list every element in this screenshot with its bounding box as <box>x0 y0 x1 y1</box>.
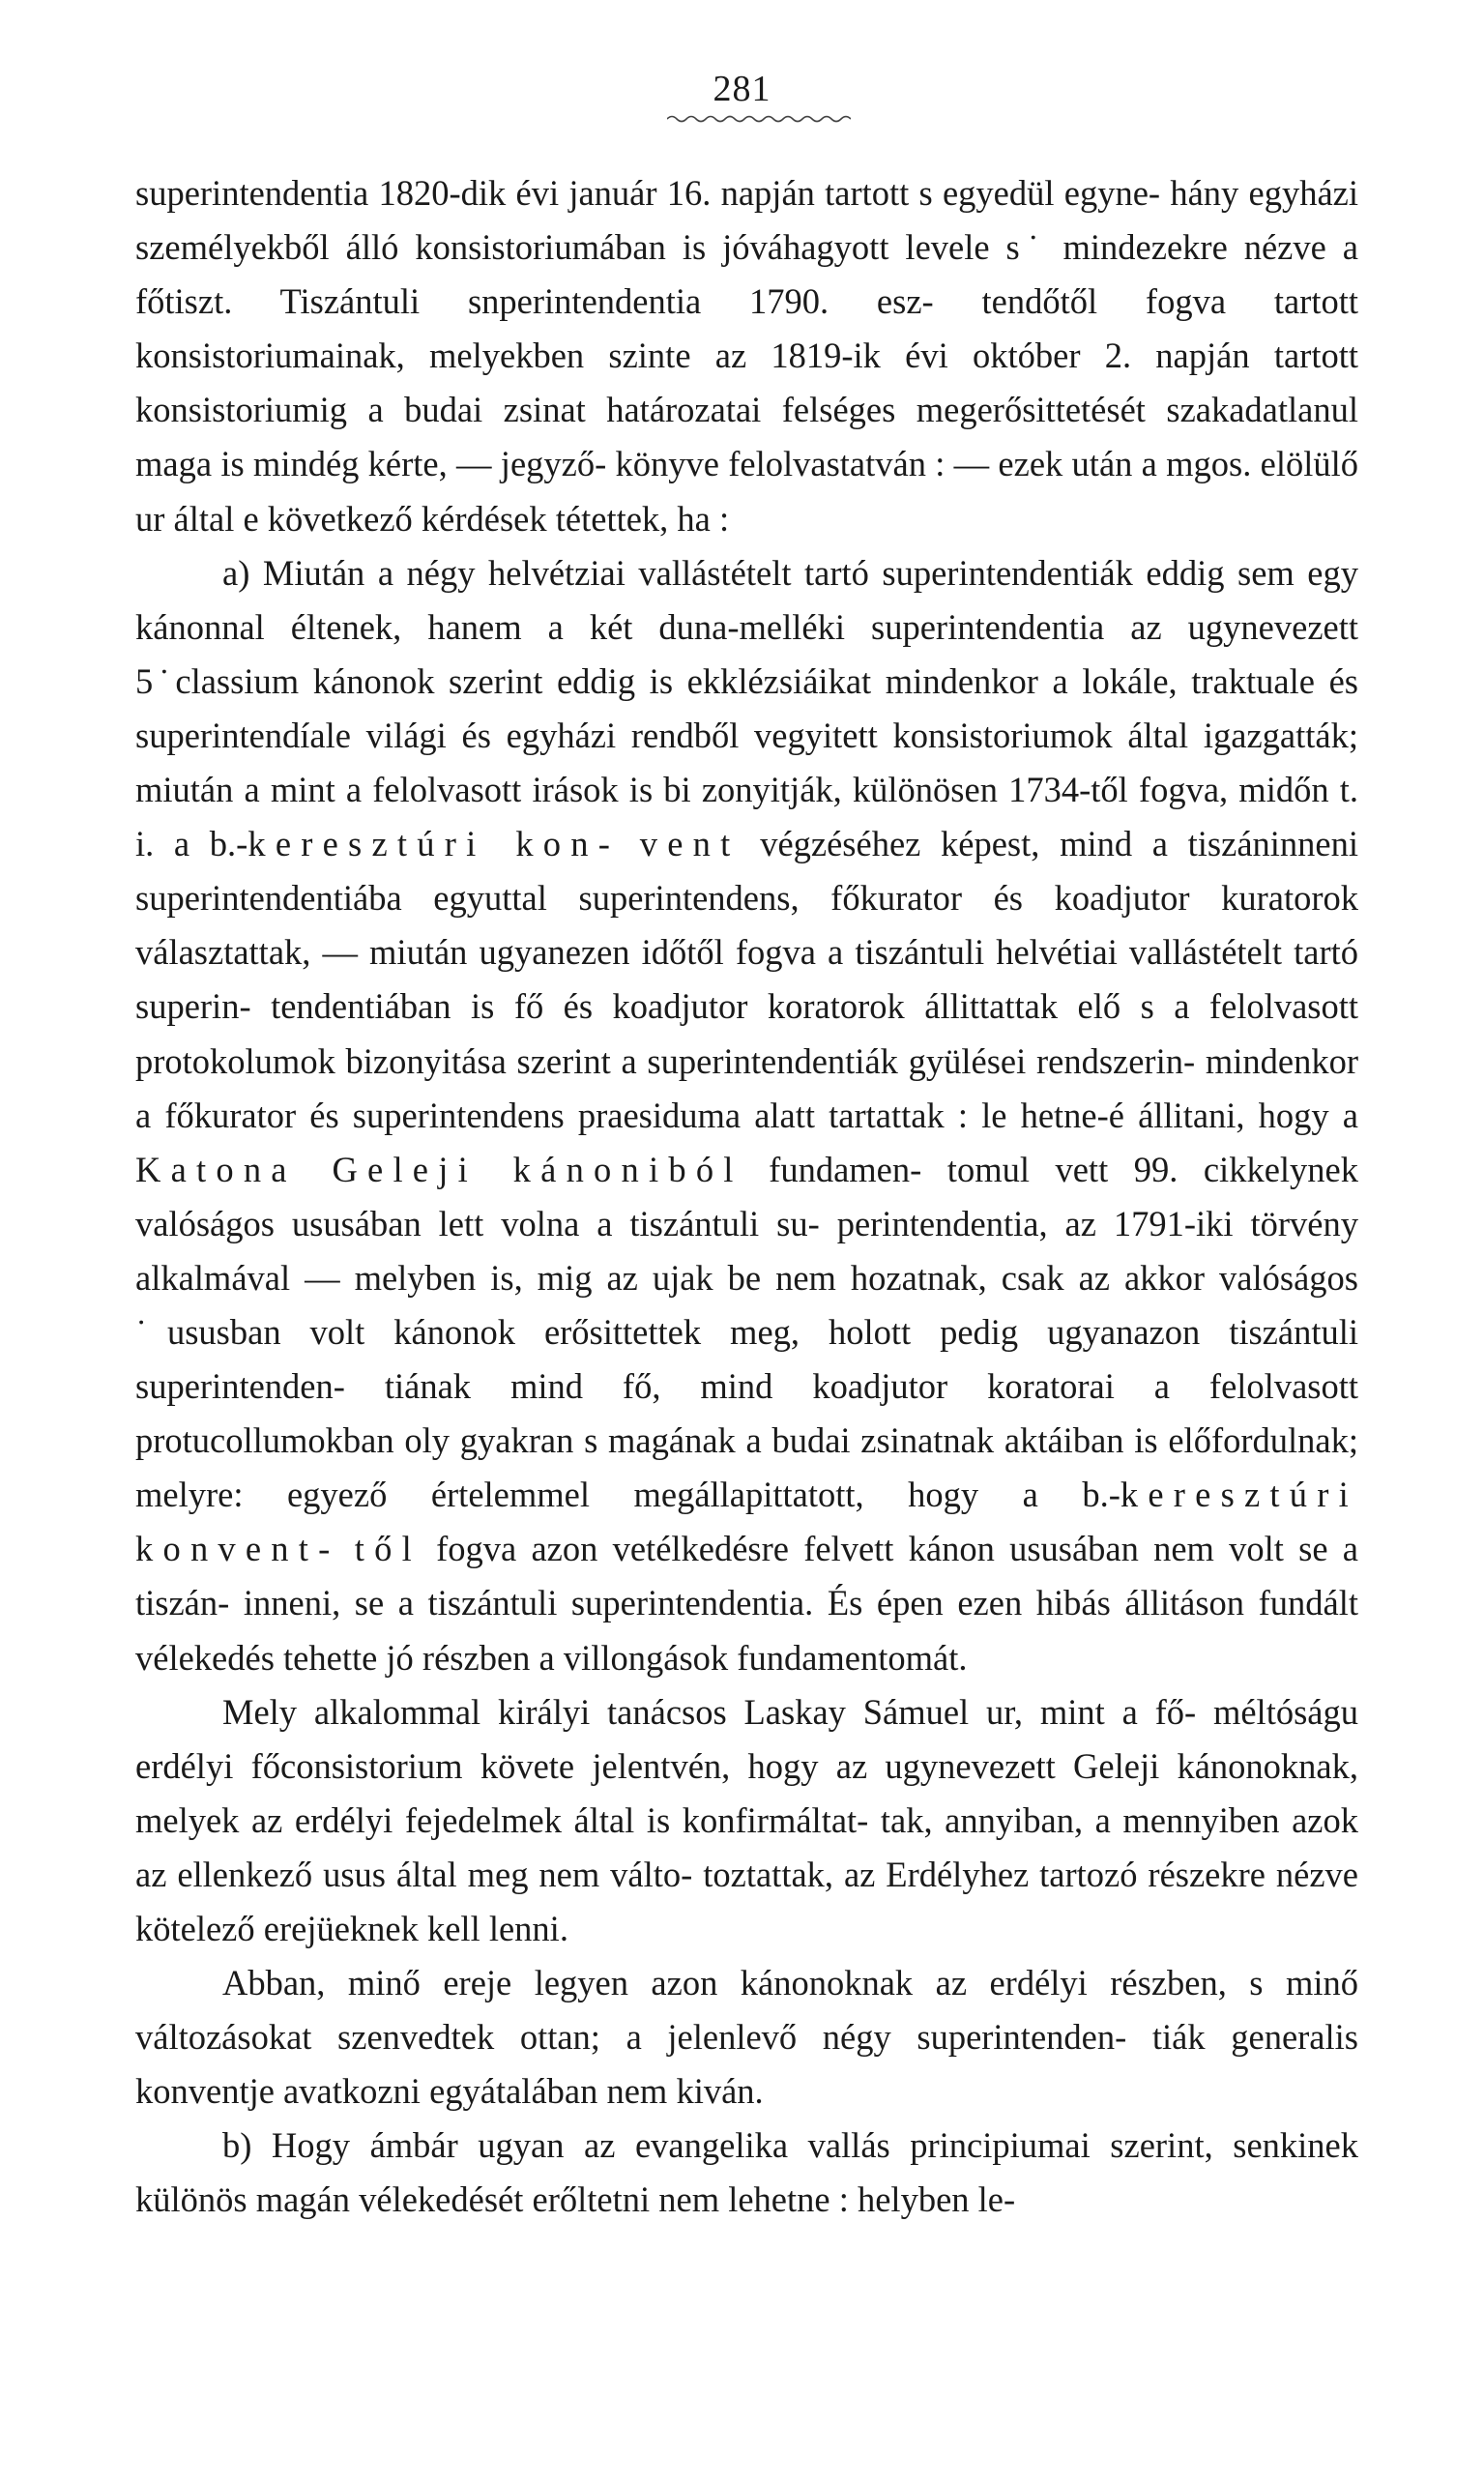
text-line: évi október 2. napján tartott konsistoriumig a budai zsinat határozatai <box>135 336 1358 430</box>
text-line: tomul vett 99. cikkelynek valóságos ususában lett volna a tiszántuli su- <box>135 1149 1358 1243</box>
paragraph <box>135 1956 1358 2119</box>
paragraph <box>135 1685 1358 1956</box>
text-line: oly gyakran s magának a budai zsinatnak aktáiban is előfordulnak; melyre: <box>135 1420 1358 1515</box>
text-line: ugyanezen időtől fogva a tiszántuli helvétiai vallástételt tartó superin- <box>135 932 1358 1027</box>
text-line: Mely alkalommal királyi tanácsos Laskay Sámuel ur, mint a fő- <box>222 1691 1197 1732</box>
text-line: perintendentia, az 1791-iki törvény alkalmával — melyben is, mig az <box>135 1203 1359 1298</box>
text-line: Abban, minő ereje legyen azon kánonoknak az erdélyi részben, s <box>222 1963 1264 2003</box>
text-line: sem egy kánonnal éltenek, hanem a két duna-melléki superintendentia az <box>135 552 1358 647</box>
page-number-ornament <box>667 112 851 126</box>
emphasized-text: től <box>354 1529 422 1569</box>
text-line: superintendens, főkurator és koadjutor kuratorok választattak, — miután <box>135 878 1359 973</box>
text-line: protokolumok bizonyitása szerint a superintendentiák gyülései rendszerin- <box>135 1040 1196 1081</box>
text-line: ujak be nem hozatnak, csak az akkor valóságos ˙ususban volt kánonok <box>135 1257 1359 1352</box>
emphasized-text: vent <box>639 824 741 864</box>
text-line: től fogva azon vetélkedésre felvett kánon ususában nem volt se a tiszán- <box>135 1529 1358 1623</box>
text-line: erősittettek meg, holott pedig ugyanazon tiszántuli superintenden- <box>135 1311 1359 1407</box>
text-line: senkinek különös magán vélekedését erőltetni nem lehetne : helyben le- <box>135 2125 1358 2220</box>
paragraph <box>135 546 1358 1685</box>
paragraph <box>135 166 1358 546</box>
text-line: kérdések tétettek, ha : <box>421 498 730 539</box>
emphasized-text: Katona Geleji kánoniból <box>135 1149 743 1189</box>
page-number: 281 <box>713 69 771 109</box>
emphasized-text: keresztúri konvent- <box>135 1475 1359 1569</box>
text-line: felséges megerősittetését szakadatlanul maga is mindég kérte, — jegyző- <box>135 390 1358 484</box>
text-line: kell lenni. <box>426 1909 568 1948</box>
text-line: tendentiában is fő és koadjutor koratorok állittattak elő s a felolvasott <box>271 986 1359 1027</box>
text-line: konsistoriumok által igazgatták; miután a mint a felolvasott irások is bi <box>135 715 1358 810</box>
text-line: a) Miután a négy helvétziai vallástételt tartó superintendentiák eddig <box>222 552 1225 593</box>
text-line: fundált vélekedés tehette jó részben a villongások fundamentomát. <box>135 1583 1359 1678</box>
text-line: mindenkor a főkurator és superintendens praesiduma alatt tartattak : le <box>135 1040 1358 1135</box>
text-line: tak, annyiban, a mennyiben azok az ellenkező usus által meg nem válto- <box>135 1799 1359 1894</box>
text-line: tiának mind fő, mind koadjutor koratorai a felolvasott protucollumokban <box>135 1366 1359 1461</box>
text-line: méltóságu erdélyi főconsistorium követe jelentvén, hogy az ugynevezett <box>135 1691 1358 1786</box>
text-line: a lokále, traktuale és superintendíale világi és egyházi rendből vegyitett <box>135 660 1358 755</box>
text-line: inneni, se a tiszántuli superintendentia. És épen ezen hibás állitáson <box>243 1583 1245 1623</box>
text-line: hány egyházi személyekből álló konsistoriumában is jóváhagyott levele <box>135 173 1359 268</box>
text-line: egyező értelemmel megállapittatott, hogy a b.-keresztúri konvent- <box>135 1475 1359 1569</box>
paragraph <box>135 2119 1358 2227</box>
text-line: vent végzéséhez képest, mind a tiszáninneni superintendentiába egyuttal <box>135 824 1359 919</box>
text-line: Geleji kánonoknak, melyek az erdélyi fejedelmek által is konfirmáltat- <box>135 1745 1359 1840</box>
body-text <box>135 166 1358 2228</box>
text-line: tiák generalis konventje avatkozni egyátalában nem kiván. <box>135 2017 1358 2112</box>
text-line: b) Hogy ámbár ugyan az evangelika vallás principiumai szerint, <box>222 2125 1213 2166</box>
text-line: hetne-é állitani, hogy a Katona Geleji kánoniból fundamen- <box>135 1095 1358 1189</box>
text-line: s˙ mindezekre nézve a főtiszt. Tiszántuli snperintendentia 1790. esz- <box>135 227 1358 322</box>
text-line: tendőtől fogva tartott konsistoriumainak, melyekben szinte az 1819-ik <box>135 281 1358 376</box>
text-line: zonyitják, különösen 1734-től fogva, midőn t. i. a b.-keresztúri kon- <box>135 770 1358 864</box>
text-line: minő változásokat szenvedtek ottan; a jelenlevő négy superintenden- <box>135 1963 1358 2058</box>
emphasized-text: keresztúri kon- <box>247 824 621 864</box>
text-line: superintendentia 1820-dik évi január 16. napján tartott s egyedül egyne- <box>135 173 1161 213</box>
text-line: könyve felolvastatván : — ezek után a mgos. elölülő ur által e következő <box>135 444 1359 539</box>
text-line: toztattak, az Erdélyhez tartozó részekre nézve kötelező erejüeknek <box>135 1854 1358 1948</box>
text-line: ugynevezett 5˙classium kánonok szerint eddig is ekklézsiáikat mindenkor <box>135 606 1359 701</box>
